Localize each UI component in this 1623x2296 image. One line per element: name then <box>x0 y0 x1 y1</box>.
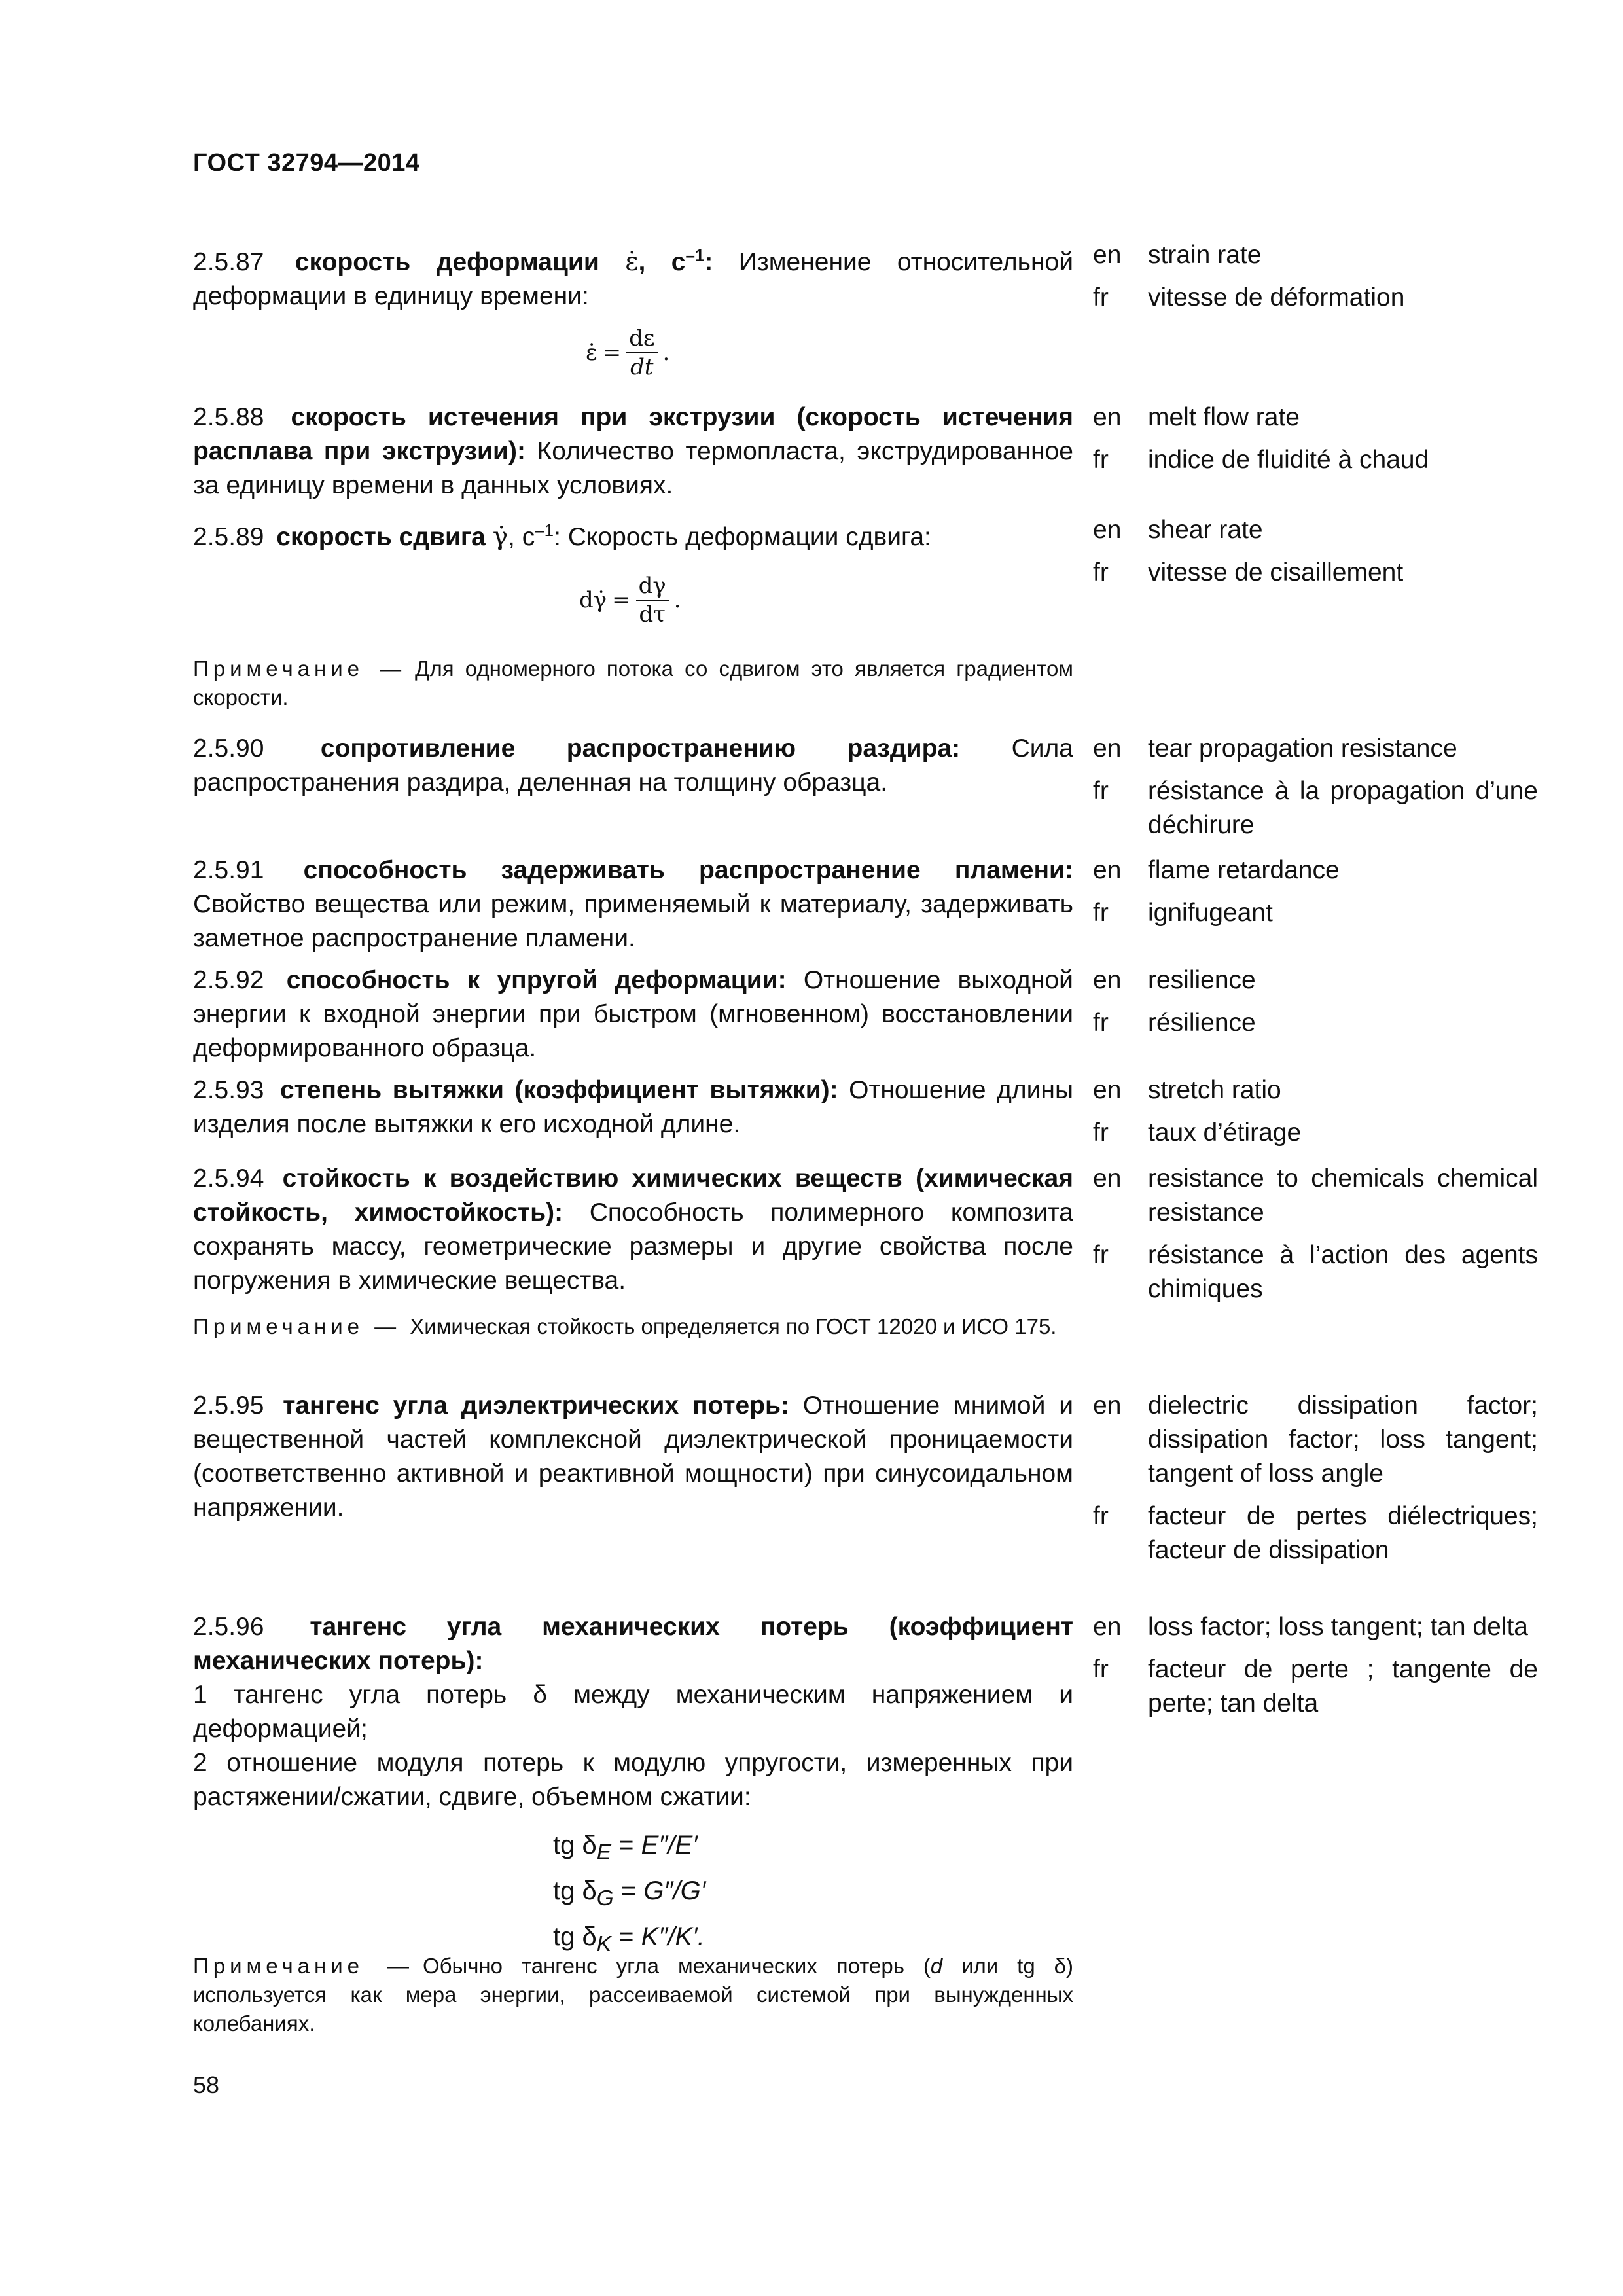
translation-en: dielectric dissipation factor; dissipation factor; loss tangent; tangent of loss angle <box>1148 1391 1538 1488</box>
definition-text: 2.5.89 скорость сдвига γ̇, $с^{-1}$: Скорость деформации сдвига: <box>193 520 931 552</box>
translation-en: shear rate <box>1148 516 1263 544</box>
term-title: скорость истечения при экструзии (скорость истечения расплава при экструзии): <box>193 403 1073 465</box>
translations <box>1093 1389 1538 1576</box>
translations <box>1093 1610 1538 1729</box>
entry-number: 2.5.87 <box>193 248 264 276</box>
formula-line: tg $\delta_G = G''/G'$ <box>553 1876 706 1910</box>
translation-fr: facteur de perte ; tangente de perte; tan delta <box>1148 1655 1538 1717</box>
entry-number: 2.5.96 <box>193 1613 264 1641</box>
lang-code-fr: fr <box>1093 1009 1109 1037</box>
lang-code-fr: fr <box>1093 777 1109 805</box>
definition: Количество термопласта, экструдированное за единицу времени в данных условиях. <box>193 437 1073 499</box>
translation-fr: taux d’étirage <box>1148 1119 1302 1147</box>
lang-code-en: en <box>1093 403 1122 431</box>
lang-code-en: en <box>1093 966 1122 994</box>
formula-strain-rate: ε̇ = $\frac{d\varepsilon}{dt}$ . <box>586 325 670 380</box>
translation-en: melt flow rate <box>1148 403 1300 431</box>
note <box>193 1312 1073 1341</box>
entry-number: 2.5.90 <box>193 734 264 762</box>
entry-number: 2.5.95 <box>193 1391 264 1420</box>
entry-number: 2.5.92 <box>193 966 264 994</box>
translations <box>1093 853 1538 939</box>
formula-line: tg $\delta_K = K''/K'$. <box>553 1922 705 1956</box>
term-title: скорость сдвига <box>276 523 486 551</box>
lang-code-fr: fr <box>1093 446 1109 474</box>
lang-code-fr: fr <box>1093 899 1109 927</box>
term-title: сопротивление распространению раздира: <box>320 734 961 762</box>
term-title: способность задерживать распространение пламени: <box>303 856 1073 884</box>
entry-number: 2.5.94 <box>193 1164 264 1193</box>
definition-text <box>193 1610 1073 1814</box>
definition-text <box>193 1389 1073 1525</box>
definition-text <box>193 1162 1073 1298</box>
translations <box>1093 1162 1538 1315</box>
definition: Отношение выходной энергии к входной энергии при быстром (мгновенном) восстановлении деформированного образца. <box>193 966 1073 1062</box>
note <box>193 1952 1073 2038</box>
note-label: Примечание — <box>193 656 406 681</box>
translation-fr: résistance à l’action des agents chimiques <box>1148 1241 1538 1303</box>
definition: Способность полимерного композита сохранять массу, геометрические размеры и другие свойства после погружения в химические вещества. <box>193 1198 1073 1295</box>
symbol: ε̇ <box>625 247 639 277</box>
definition: Сила распространения раздира, деленная на толщину образца. <box>193 734 1073 797</box>
definition: Отношение мнимой и вещественной частей комплексной диэлектрической проницаемости (соответственно активной и реактивной мощности) при синусоидальном напряжении. <box>193 1391 1073 1522</box>
term-title: скорость деформации <box>294 248 599 276</box>
definition: Скорость деформации сдвига: <box>567 523 931 551</box>
fraction: $\frac{d\gamma}{d\tau}$ <box>636 573 669 627</box>
translation-en: resistance to chemicals chemical resistance <box>1148 1164 1538 1227</box>
definition: Отношение длины изделия после вытяжки к его исходной длине. <box>193 1076 1073 1138</box>
definition-text <box>193 963 1073 1066</box>
definition-text <box>193 401 1073 503</box>
lang-code-fr: fr <box>1093 283 1109 312</box>
lang-code-en: en <box>1093 856 1122 884</box>
note-text: Для одномерного потока со сдвигом это является градиентом скорости. <box>193 656 1073 709</box>
translations <box>1093 401 1538 486</box>
formula-shear-rate: dγ̇ = $\frac{d\gamma}{d\tau}$ . <box>579 573 681 628</box>
note-text: Обычно тангенс угла механических потерь ( <box>422 1954 931 1978</box>
lang-code-fr: fr <box>1093 1655 1109 1683</box>
formula-line: tg $\delta_E = E''/E'$ <box>553 1831 698 1865</box>
translations <box>1093 238 1538 323</box>
lang-code-fr: fr <box>1093 558 1109 586</box>
entry-number: 2.5.91 <box>193 856 264 884</box>
translation-en: tear propagation resistance <box>1148 734 1457 762</box>
definition-text <box>193 732 1073 800</box>
document-code: ГОСТ 32794—2014 <box>193 149 420 177</box>
translation-en: loss factor; loss tangent; tan delta <box>1148 1613 1529 1641</box>
definition-text <box>193 853 1073 956</box>
lang-code-en: en <box>1093 516 1122 544</box>
term-title: способность к упругой деформации: <box>286 966 787 994</box>
note-text: или tg δ) используется как мера энергии, рассеиваемой системой при вынужденных колебаниях. <box>193 1954 1073 2036</box>
translation-fr: résistance à la propagation d’une déchirure <box>1148 777 1538 839</box>
term-title: тангенс угла диэлектрических потерь: <box>283 1391 789 1420</box>
translation-en: resilience <box>1148 966 1256 994</box>
definition-item-2: 2 отношение модуля потерь к модулю упругости, измеренных при растяжении/сжатии, сдвиге, объемном сжатии: <box>193 1749 1073 1811</box>
lang-code-en: en <box>1093 241 1122 269</box>
unit-exponent: –1 <box>535 520 554 540</box>
unit: с <box>671 248 686 276</box>
definition-item-1: 1 тангенс угла потерь δ между механическим напряжением и деформацией; <box>193 1681 1073 1743</box>
translation-fr: résilience <box>1148 1009 1256 1037</box>
translation-en: flame retardance <box>1148 856 1340 884</box>
note <box>193 655 1073 712</box>
note-label: Примечание — <box>193 1314 401 1338</box>
entry-number: 2.5.93 <box>193 1076 264 1104</box>
lang-code-fr: fr <box>1093 1502 1109 1530</box>
lang-code-fr: fr <box>1093 1119 1109 1147</box>
unit-exponent: –1 <box>685 245 705 265</box>
lang-code-en: en <box>1093 1164 1122 1193</box>
note-symbol: d <box>930 1954 943 1978</box>
translation-fr: indice de fluidité à chaud <box>1148 446 1429 474</box>
unit: с <box>522 523 535 551</box>
lang-code-en: en <box>1093 1076 1122 1104</box>
loss-tangent-formulas <box>553 1826 705 1964</box>
lang-code-en: en <box>1093 734 1122 762</box>
fraction: $\frac{d\varepsilon}{dt}$ <box>626 326 657 380</box>
term-title: стойкость к воздействию химических веществ (химическая стойкость, химостойкость): <box>193 1164 1073 1227</box>
translation-fr: vitesse de déformation <box>1148 283 1405 312</box>
note-text: Химическая стойкость определяется по ГОСТ 12020 и ИСО 175. <box>410 1314 1057 1338</box>
definition: Изменение относительной деформации в единицу времени: <box>193 248 1073 310</box>
lang-code-fr: fr <box>1093 1241 1109 1269</box>
translation-fr: ignifugeant <box>1148 899 1273 927</box>
translations <box>1093 1073 1538 1158</box>
translation-fr: facteur de pertes diélectriques; facteur de dissipation <box>1148 1502 1538 1564</box>
translation-en: stretch ratio <box>1148 1076 1281 1104</box>
term-title: степень вытяжки (коэффициент вытяжки): <box>279 1076 838 1104</box>
lang-code-en: en <box>1093 1613 1122 1641</box>
lang-code-en: en <box>1093 1391 1122 1420</box>
translation-en: strain rate <box>1148 241 1262 269</box>
translations <box>1093 513 1538 598</box>
definition-text: 2.5.87 скорость деформации ε̇, $с^{-1}$: Изменение относительной деформации в единицу времени: <box>193 245 1073 310</box>
translation-fr: vitesse de cisaillement <box>1148 558 1404 586</box>
term-title: тангенс угла механических потерь (коэффициент механических потерь): <box>193 1613 1074 1675</box>
definition: Свойство вещества или режим, применяемый к материалу, задерживать заметное распространение пламени. <box>193 890 1073 952</box>
translations <box>1093 963 1538 1049</box>
translations <box>1093 732 1538 851</box>
note-label: Примечание — <box>193 1954 414 1978</box>
definition-text <box>193 1073 1073 1141</box>
page-number: 58 <box>193 2072 220 2098</box>
entry-number: 2.5.88 <box>193 403 264 431</box>
symbol: γ̇ <box>492 522 508 552</box>
entry-number: 2.5.89 <box>193 523 264 551</box>
